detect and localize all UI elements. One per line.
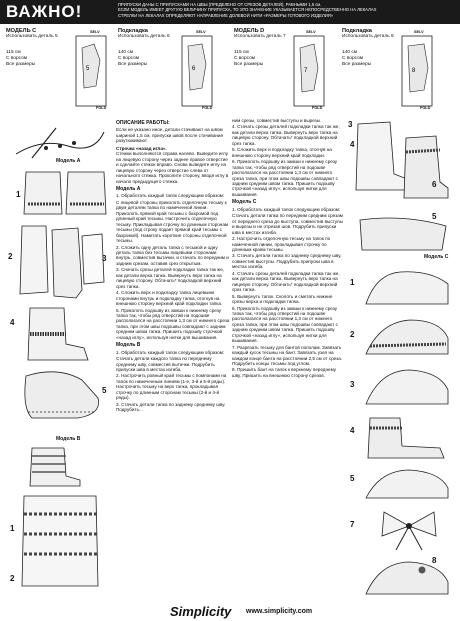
step-number: 7: [350, 520, 355, 529]
figure-label-model-a: Модель А: [56, 158, 81, 164]
instructions-column-2: [232, 118, 344, 598]
instruction-step: 3. Сначать срезы деталей подкладки тапка так же, как детали верха тапка. Вывернуть верх тапка на лицевую сторону. Обтачать* подкладкой верхний срез тапка.: [116, 267, 225, 289]
selvage-label: SELV: [196, 30, 206, 34]
step-number: 2: [350, 330, 355, 339]
figure-label-model-b: Модель В: [56, 436, 81, 442]
step-number: 2: [8, 252, 13, 261]
model-c-title: Модель С: [232, 199, 257, 206]
instruction-step: 6. Приколоть подошву из замши к нижнему срезу тапка так, чтобы ряд отверстий на подошве располагался на расстоянии 1,3 см от нижнего среза тапка, при этом швы подошвы совпадают с задним средним швом тапка. Пришить подошву строчкой «назад иглу», используя нитки для вышивания.: [232, 159, 338, 197]
instruction-step: 4. Стачать срезы деталей подкладки тапка так же, как детали верха тапка. Вывернуть верх тапка на лицевую сторону. Обтачать* подкладкой верхний срез тапка.: [232, 270, 340, 293]
instruction-step: 4. Сложить верх и подкладку тапка лицевыми сторонами внутрь и подкладку тапка, отогнув на внешнюю сторону верхний край подкладки тапка.: [116, 290, 223, 307]
bow-illustration: [374, 506, 444, 552]
instruction-step: Стачать детали тапка по передним средним срезам от переднего среза до выступа, совместив выступы и вырезы и не отрезая шов. Подрубить припуски шва в местах изгиба.: [232, 213, 343, 235]
slipper-illustration-right-2: [350, 216, 454, 256]
stitch-title: Строчка «назад игла».: [116, 145, 167, 151]
fold-label: FOLD: [96, 106, 107, 110]
step-number: 1: [16, 190, 21, 199]
slipper-illustration-a2: [12, 220, 108, 300]
fabric-width: 140 см: [118, 50, 134, 55]
fabric-width: 115 см: [234, 50, 249, 55]
instruction-step: С лицевой стороны приколоть отделочную тесьму к двум деталям тапка по намеченной линии. Приколоть прямой край тесьмы с бахромой под длинный край тесьмы. Настрочить отделочную тесьму. Прикладывая строчку по длинным сторонам тесьмы (под строку подает прямой край тесьмы с бахромой). Наметать короткие стороны отделочной тесьмы.: [116, 199, 229, 244]
slipper-illustration-c5: [360, 466, 454, 504]
step-number: 4: [10, 318, 15, 327]
selvage-label: SELV: [306, 30, 316, 34]
instruction-step: 6. Приколоть подошву из замши к нижнему срезу тапка так, чтобы ряд отверстий на подошве располагался на расстоянии 1,3 см от нижнего среза тапка, при этом швы подошвы совпадают с задним средним швом тапка. Пришить подошву строчкой «назад иглу», используя нитки для вышивания.: [232, 305, 338, 344]
instructions-column-1: [116, 118, 230, 598]
step-number: 1: [10, 524, 15, 533]
slipper-illustration-right-top: [350, 118, 454, 212]
header-notes: [118, 2, 454, 18]
slipper-illustration-a4: [18, 304, 108, 364]
instruction-step: 5. Приколоть подошву из замши к нижнему срезу тапка так, чтобы ряд отверстий на подошве располагался на расстоянии 1,3 см от нижнего среза тапка, при этом швы подошвы совпадают с задним средним швом тапка. Пришить подошву строчкой «назад иглу», используя нитки для вышивания.: [116, 307, 230, 340]
slipper-illustration-c4: [360, 414, 454, 462]
step-number: 5: [350, 474, 355, 483]
model-b-title: Модель В: [116, 342, 141, 349]
model-subtitle: Использовать деталь 6: [118, 34, 170, 39]
header-bar: [0, 0, 460, 24]
figure-label-model-c: Модель С: [424, 254, 449, 260]
intro-text: Если не указано иное, детали стачивают на швом шириной 1,5 см, припуски швов после стачивания разутюживают.: [116, 127, 223, 144]
fabric-sizes: Все размеры: [234, 62, 264, 67]
fabric-nap: С ворсом: [234, 56, 256, 61]
fabric-sizes: Все размеры: [118, 62, 148, 67]
step-number: 2: [10, 574, 15, 583]
pattern-layout-diagram: [74, 30, 110, 110]
model-subtitle: Использовать деталь 7: [234, 34, 286, 39]
instruction-step: 5. Вывернуть тапок. Сколоть и сметать нижние срезы верха и подкладки тапка.: [232, 293, 333, 305]
step-number: 5: [102, 386, 107, 395]
instruction-step: 3. Стачать детали тапка по заднему среднему шву, совместив выступы. Подрубить припуски шва в местах изгиба.: [232, 253, 342, 270]
fabric-sizes: Все размеры: [6, 62, 36, 67]
model-subtitle: Использовать деталь 8: [342, 34, 394, 39]
fabric-width: 115 см: [6, 50, 21, 55]
instruction-step: 2. Настрочить отделочную тесьму на тапок по намеченной линии, прокладывая строчку по длинным краям тесьмы.: [232, 236, 331, 252]
slipper-illustration-c1: [360, 264, 454, 310]
selvage-label: SELV: [414, 30, 424, 34]
slipper-illustration-b: [24, 446, 84, 488]
step-number: 6: [432, 180, 437, 189]
slipper-illustration-c3: [360, 364, 454, 410]
pattern-piece-number: 7: [304, 68, 308, 74]
step-number: 4: [350, 140, 355, 149]
model-title: МОДЕЛЬ С: [6, 28, 37, 34]
pattern-layout-diagram: [396, 30, 440, 110]
step-number: 3: [102, 254, 107, 263]
instruction-step: 3. Стачать детали тапка по заднему среднему шву. Подрубить...: [116, 401, 226, 413]
header-note: ПРИПУСКИ ДАНЫ С ПРИПУСКАМИ НА ШВЫ (ПРЕДЕЛЕНО ОТ СРЕЗОВ ДЕТАЛЕЙ), РАВНЫМИ 1,5 см.: [118, 2, 322, 7]
instruction-step: 4. Стачать срезы деталей подкладки тапка так же, как детали верха тапка. Вывернуть верх тапка на лицевую сторону. Обтачать* подкладкой верхний срез тапка.: [232, 124, 340, 146]
stitch-text: Стежки выполняются справа налево. Выведите иглу на лицевую сторону через заднее правое отверстие и сделайте стежок вправо. Снова выведите иглу на лицевую сторону через отверстие слева от начального стежка. Проколите сторону, вводя иглу в начало предыдущего стежка.: [116, 151, 229, 184]
fold-label: FOLD: [312, 106, 323, 110]
slipper-illustration-c6: [360, 556, 454, 600]
instruction-step: Стачать детали каждого тапка по переднему среднему шву, совместив вытачки. Подрубить припуски шва в местах изгиба.: [116, 356, 215, 373]
instruction-step: 1. Обработать каждый тапок следующим образом:: [116, 349, 225, 355]
pattern-piece-number: 8: [412, 68, 416, 74]
slipper-illustration-c2: [360, 314, 454, 360]
website-url: www.simplicity.com: [246, 608, 313, 615]
slipper-illustration-b2: [14, 492, 110, 590]
slipper-illustration-a5: [18, 368, 108, 424]
model-title: Подкладка: [118, 28, 148, 34]
section-title: ОПИСАНИЕ РАБОТЫ:: [116, 120, 170, 126]
selvage-label: SELV: [90, 30, 100, 34]
model-a-title: Модель А: [116, 185, 141, 192]
fabric-nap: С ворсом: [118, 56, 140, 61]
fold-label: FOLD: [202, 106, 213, 110]
simplicity-logo: Simplicity: [170, 604, 232, 619]
step-number: 4: [350, 426, 355, 435]
pattern-layout-diagram: [178, 30, 218, 110]
step-number: 5: [432, 212, 437, 221]
slipper-illustration-a1: [20, 168, 110, 218]
header-note: СТРЕЛКИ НА ЛЕКАЛАХ ОПРЕДЕЛЯЮТ НАПРАВЛЕНИЕ ДОЛЕВОЙ НИТИ «РАЗМЕРЫ ГОТОВОГО ИЗДЕЛИЯ»: [118, 12, 334, 18]
header-title: ВАЖНО!: [6, 2, 83, 21]
instruction-step: 7. Разрезать тесьму для бантов пополам. Завязать каждый кусок тесьмы на бант. Завязать узел на каждом конце банта на расстоянии 2,5 см от среза. Подрубить концы тесьмы под углом.: [232, 344, 343, 367]
step-number: 3: [348, 120, 353, 129]
instruction-step: 1. Обработать каждый тапок следующим образом:: [232, 206, 341, 212]
instruction-step: ним срезы, совместив выступы и вырезы.: [232, 118, 322, 123]
fabric-nap: С ворсом: [342, 56, 364, 61]
instruction-step: 5. Сложить верх и подкладку тапка, отогнув на внешнюю сторону верхний край подкладки.: [232, 147, 332, 158]
pattern-piece-number: 6: [192, 66, 196, 72]
fabric-width: 140 см: [342, 50, 358, 55]
header-note: ЕСЛИ МОДЕЛЬ ИМЕЕТ ДРУГУЮ ВЕЛИЧИНУ ПРИПУСКА, ТО ЭТО ЗНАЧЕНИЕ УКАЗЫВАЕТСЯ НЕПОСРЕДСТВЕННО НА ЛЕКАЛАХ: [118, 7, 377, 13]
model-title: Подкладка: [342, 28, 372, 34]
instruction-step: 2. Настрочить ровный край тесьмы с помпонами на тапок по намеченным линиям (1-е, 3-й и 5-й ряды). Настрочить тесьму на верх тапка, прокладывая строчку по длинным сторонам тесьмы (2-й и 4-й ряды).: [116, 373, 227, 401]
fabric-nap: С ворсом: [6, 56, 28, 61]
instruction-step: 8. Пришить бант на тапок к верхнему переднему шву. Пришить на внешнюю сторону срезов.: [232, 367, 337, 378]
fold-label: FOLD: [420, 106, 431, 110]
pattern-piece-number: 5: [86, 66, 90, 72]
step-number: 3: [350, 380, 355, 389]
pattern-layout-diagram: [290, 30, 330, 110]
model-subtitle: Использовать деталь 5: [6, 34, 58, 39]
model-title: МОДЕЛЬ D: [234, 28, 265, 34]
fabric-sizes: Все размеры: [342, 62, 372, 67]
step-number: 1: [350, 278, 355, 287]
step-number: 8: [432, 556, 437, 565]
instruction-step: 2. Сложить одну деталь тапка с тесьмой и одну деталь тапка без тесьмы лицевыми сторонами внутрь, совместив вытачки, и стачать по передним и задним срезам, оставив срез открытым.: [116, 244, 229, 266]
instruction-step: 1. Обработать каждый тапок следующим образом:: [116, 193, 225, 199]
